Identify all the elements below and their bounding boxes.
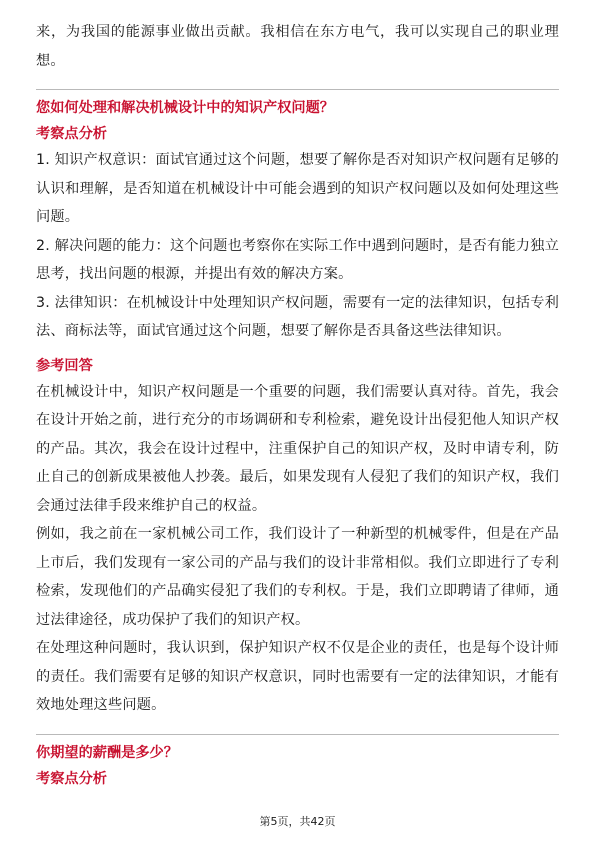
question-heading: 你期望的薪酬是多少？	[36, 744, 178, 761]
section-divider	[36, 734, 559, 735]
answer-paragraph: 例如，我之前在一家机械公司工作，我们设计了一种新型的机械零件，但是在产品上市后，我们发现有一家公司的产品与我们的设计非常相似。我们立即进行了专利检索，发现他们的产品确实侵犯了我们的专利权。于是，我们立即聘请了律师，通过法律途径，成功保护了我们的知识产权。	[36, 526, 559, 628]
answer-paragraph: 在处理这种问题时，我认识到，保护知识产权不仅是企业的责任，也是每个设计师的责任。我们需要有足够的知识产权意识，同时也需要有一定的法律知识，才能有效地处理这些问题。	[36, 640, 559, 713]
analysis-item: 1. 知识产权意识：面试官通过这个问题，想要了解你是否对知识产权问题有足够的认识和理解，是否知道在机械设计中可能会遇到的知识产权问题以及如何处理这些问题。	[36, 152, 559, 225]
analysis-heading: 考察点分析	[36, 126, 107, 142]
section-divider	[36, 89, 559, 90]
answer-paragraph: 在机械设计中，知识产权问题是一个重要的问题，我们需要认真对待。首先，我会在设计开始之前，进行充分的市场调研和专利检索，避免设计出侵犯他人知识产权的产品。其次，我会在设计过程中，注重保护自己的知识产权，及时申请专利，防止自己的创新成果被他人抄袭。最后，如果发现有人侵犯了我们的知识产权，我们会通过法律手段来维护自己的权益。	[36, 383, 559, 514]
question-heading: 您如何处理和解决机械设计中的知识产权问题？	[36, 100, 334, 116]
analysis-item: 2. 解决问题的能力：这个问题也考察你在实际工作中遇到问题时，是否有能力独立思考，找出问题的根源，并提出有效的解决方案。	[36, 237, 559, 282]
page-content	[36, 18, 559, 791]
page-number-footer: 第5页，共42页	[259, 815, 336, 828]
analysis-item: 3. 法律知识：在机械设计中处理知识产权问题，需要有一定的法律知识，包括专利法、商标法等，面试官通过这个问题，想要了解你是否具备这些法律知识。	[36, 294, 559, 339]
analysis-heading: 考察点分析	[36, 770, 107, 787]
answer-heading: 参考回答	[36, 357, 93, 374]
intro-paragraph: 来，为我国的能源事业做出贡献。我相信在东方电气，我可以实现自己的职业理想。	[36, 24, 559, 69]
